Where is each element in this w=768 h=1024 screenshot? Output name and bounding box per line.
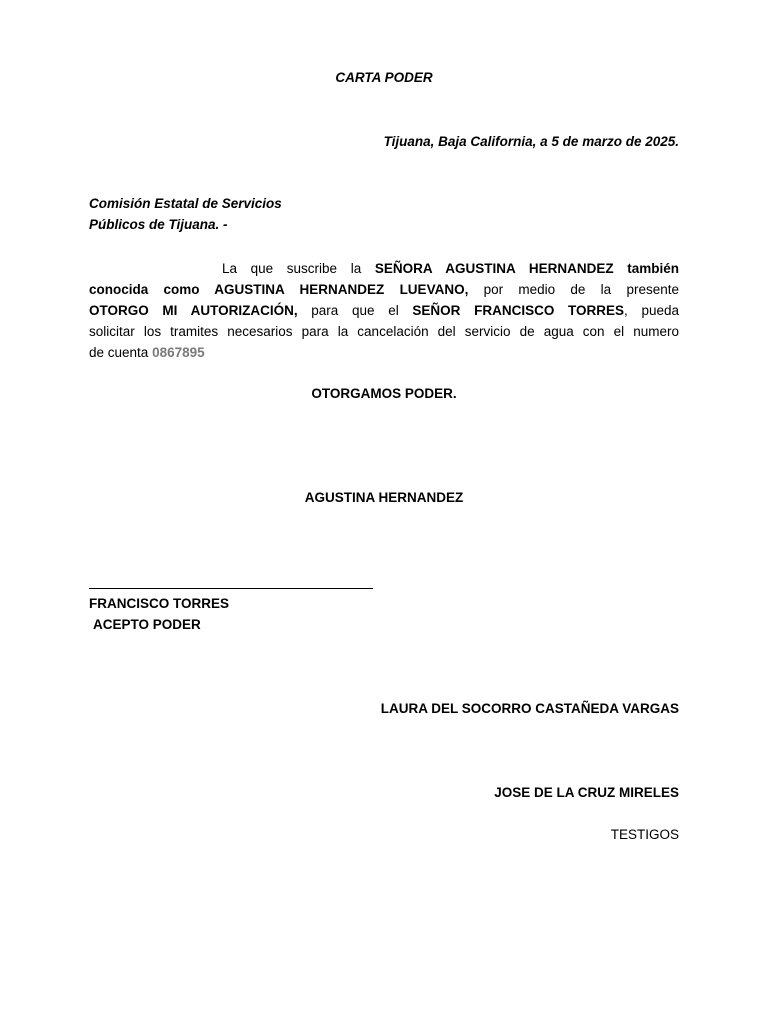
place-and-date: Tijuana, Baja California, a 5 de marzo de 2025. [383, 134, 679, 149]
body-text: solicitar los tramites necesarios para la cancelación del servicio de agua con el numero [89, 324, 679, 339]
body-grantor-name: SEÑORA AGUSTINA HERNANDEZ también [374, 261, 679, 276]
signature-line [89, 588, 373, 589]
body-text: , pueda [624, 303, 680, 318]
body-line-1 [89, 258, 679, 279]
body-line-2 [89, 279, 679, 300]
body-grantor-alias: conocida como AGUSTINA HERNANDEZ LUEVANO, [89, 282, 469, 297]
body-paragraph [89, 258, 679, 363]
witness-1-name: LAURA DEL SOCORRO CASTAÑEDA VARGAS [380, 701, 679, 716]
body-line-3 [89, 300, 679, 321]
document-title: CARTA PODER [335, 70, 433, 85]
addressee-line-2: Públicos de Tijuana. - [89, 217, 228, 232]
witness-2-name: JOSE DE LA CRUZ MIRELES [494, 785, 679, 800]
body-attorney-name: SEÑOR FRANCISCO TORRES [412, 303, 625, 318]
body-text: para que el [297, 303, 413, 318]
addressee-line-1: Comisión Estatal de Servicios [89, 196, 282, 211]
body-text: de cuenta [89, 345, 153, 360]
declaration: OTORGAMOS PODER. [311, 386, 457, 401]
body-text: por medio de la presente [468, 282, 679, 297]
body-text: La que suscribe la [222, 261, 375, 276]
grantor-signature-name: AGUSTINA HERNANDEZ [304, 490, 464, 505]
account-number: 0867895 [152, 345, 205, 360]
attorney-acceptance: ACEPTO PODER [93, 617, 201, 632]
body-line-5 [89, 342, 679, 363]
body-authorization: OTORGO MI AUTORIZACIÓN, [89, 303, 298, 318]
body-line-4 [89, 321, 679, 342]
witnesses-label: TESTIGOS [610, 827, 679, 842]
attorney-name: FRANCISCO TORRES [89, 596, 230, 611]
